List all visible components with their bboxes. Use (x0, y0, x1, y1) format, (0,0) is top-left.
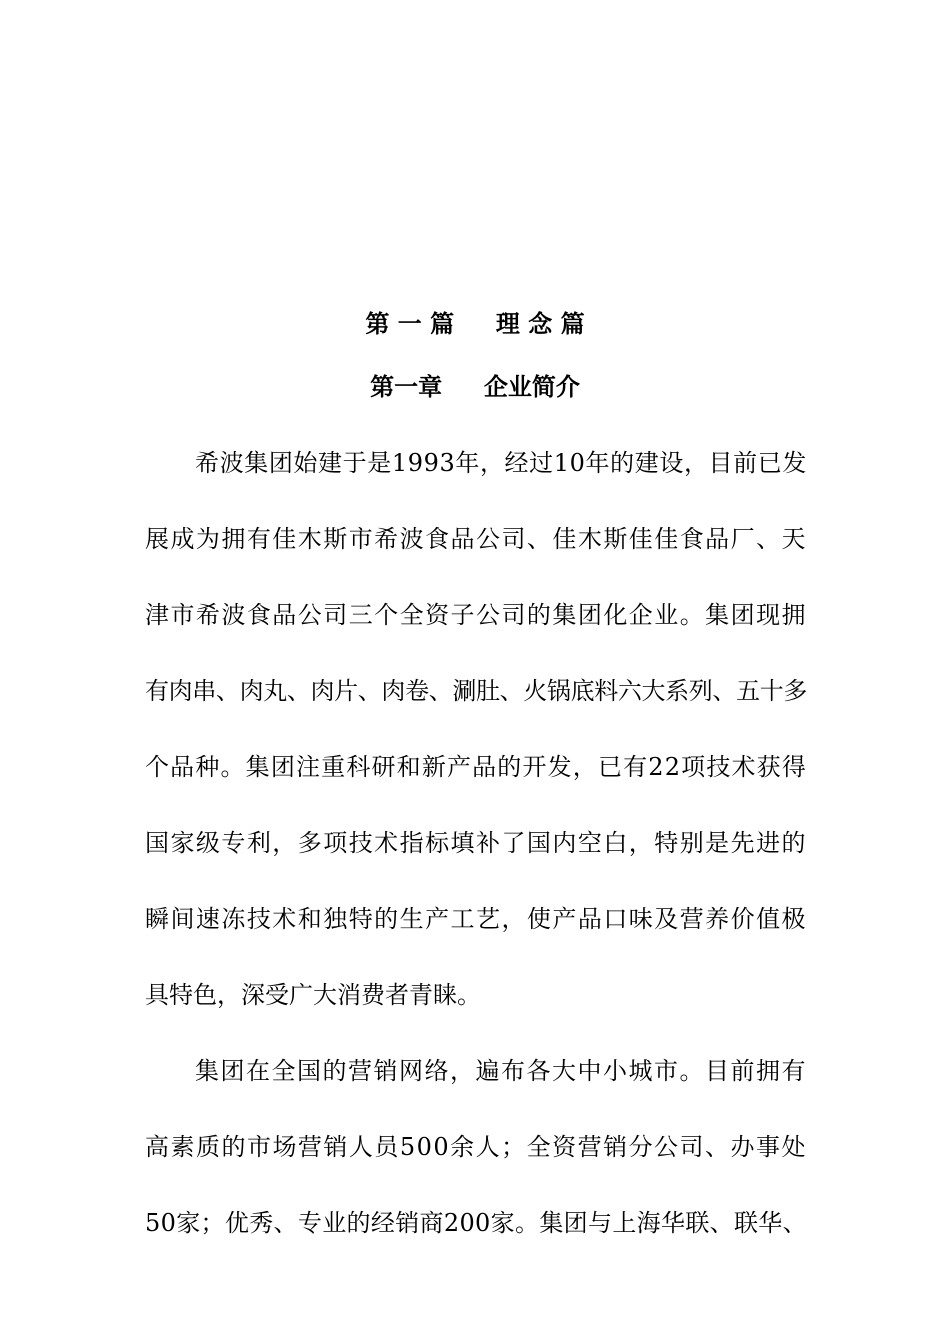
paragraph-line: 集团在全国的营销网络，遍布各大中小城市。目前拥有 (195, 1057, 807, 1085)
paragraph-line: 个品种。集团注重科研和新产品的开发，已有22项技术获得 (145, 753, 807, 781)
part-title: 第 一 篇 理 念 篇 (365, 309, 585, 338)
chapter-title: 第一章 企业简介 (370, 372, 580, 401)
paragraph-line: 展成为拥有佳木斯市希波食品公司、佳木斯佳佳食品厂、天 (145, 525, 807, 553)
paragraph-line: 50家；优秀、专业的经销商200家。集团与上海华联、联华、 (145, 1209, 807, 1237)
paragraph-line: 希波集团始建于是1993年，经过10年的建设，目前已发 (195, 449, 807, 477)
paragraph-line: 高素质的市场营销人员500余人；全资营销分公司、办事处 (145, 1133, 807, 1161)
paragraph-line: 津市希波食品公司三个全资子公司的集团化企业。集团现拥 (145, 601, 807, 629)
paragraph-line: 国家级专利，多项技术指标填补了国内空白，特别是先进的 (145, 829, 807, 857)
paragraph-line: 具特色，深受广大消费者青睐。 (145, 981, 481, 1009)
paragraph-line: 有肉串、肉丸、肉片、肉卷、涮肚、火锅底料六大系列、五十多 (145, 677, 807, 705)
body-text (145, 425, 807, 1261)
paragraph-line: 瞬间速冻技术和独特的生产工艺，使产品口味及营养价值极 (145, 905, 807, 933)
